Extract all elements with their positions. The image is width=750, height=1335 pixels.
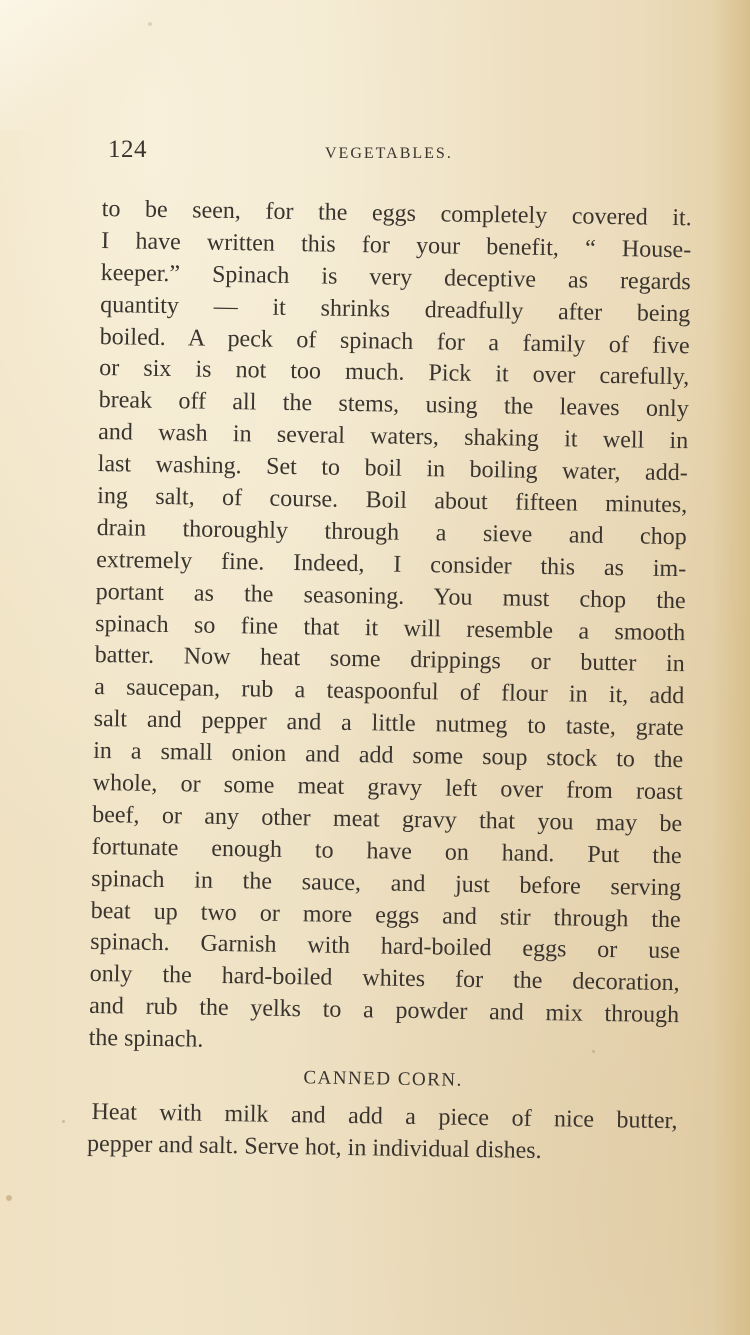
section-text-line: Heat with milk and add a piece of nice butter,: [91, 1098, 678, 1135]
text-line: and rub the yelks to a powder and mix through: [89, 993, 680, 1029]
text-line: beat up two or more eggs and stir through the: [90, 897, 681, 933]
text-line: or six is not too much. Pick it over carefully,: [99, 355, 690, 391]
text-line: boiled. A peck of spinach for a family of five: [99, 323, 690, 359]
body-text: [87, 194, 692, 1170]
text-line: salt and pepper and a little nutmeg to taste, grate: [93, 706, 684, 742]
text-line: keeper.” Spinach is very deceptive as regards: [100, 259, 691, 296]
running-head: [108, 136, 688, 166]
page-number: 124: [108, 136, 147, 163]
paper-foxing-spot: [62, 1120, 65, 1123]
paper-foxing-spot: [6, 1195, 12, 1201]
text-line: quantity — it shrinks dreadfully after being: [100, 291, 691, 327]
text-line: and wash in several waters, shaking it well in: [98, 419, 689, 455]
text-line: to be seen, for the eggs completely covered it.: [101, 195, 692, 232]
text-line: fortunate enough to have on hand. Put the: [91, 833, 682, 869]
text-line: batter. Now heat some drippings or butter in: [94, 642, 685, 678]
page-corner-highlight: [0, 0, 160, 130]
text-line: ing salt, of course. Boil about fifteen minutes,: [97, 482, 688, 519]
text-line: break off all the stems, using the leaves only: [98, 387, 689, 423]
text-line: last washing. Set to boil in boiling water, add-: [97, 451, 688, 487]
text-line: whole, or some meat gravy left over from roast: [92, 769, 683, 806]
paper-foxing-spot: [148, 22, 152, 26]
section-text-line: pepper and salt. Serve hot, in individual dishes.: [86, 1130, 542, 1164]
text-line: drain thoroughly through a sieve and chop: [96, 514, 687, 551]
page-edge-shadow: [712, 0, 750, 1335]
text-line: the spinach.: [88, 1025, 204, 1053]
text-line: spinach in the sauce, and just before serving: [91, 865, 682, 901]
text-line: I have written this for your benefit, “ House-: [101, 227, 692, 264]
text-line: only the hard-boiled whites for the decoration,: [89, 961, 680, 997]
section-heading: CANNED CORN.: [303, 1067, 464, 1091]
running-head-title: VEGETABLES.: [325, 145, 453, 162]
text-line: spinach. Garnish with hard-boiled eggs or use: [90, 929, 681, 965]
text-line: spinach so fine that it will resemble a smooth: [95, 610, 686, 646]
text-line: in a small onion and add some soup stock to the: [93, 738, 684, 774]
text-line: portant as the seasoning. You must chop the: [95, 578, 686, 614]
text-line: beef, or any other meat gravy that you may be: [92, 801, 683, 838]
text-line: a saucepan, rub a teaspoonful of flour in it, add: [94, 674, 685, 710]
text-line: extremely fine. Indeed, I consider this as im-: [96, 546, 687, 583]
